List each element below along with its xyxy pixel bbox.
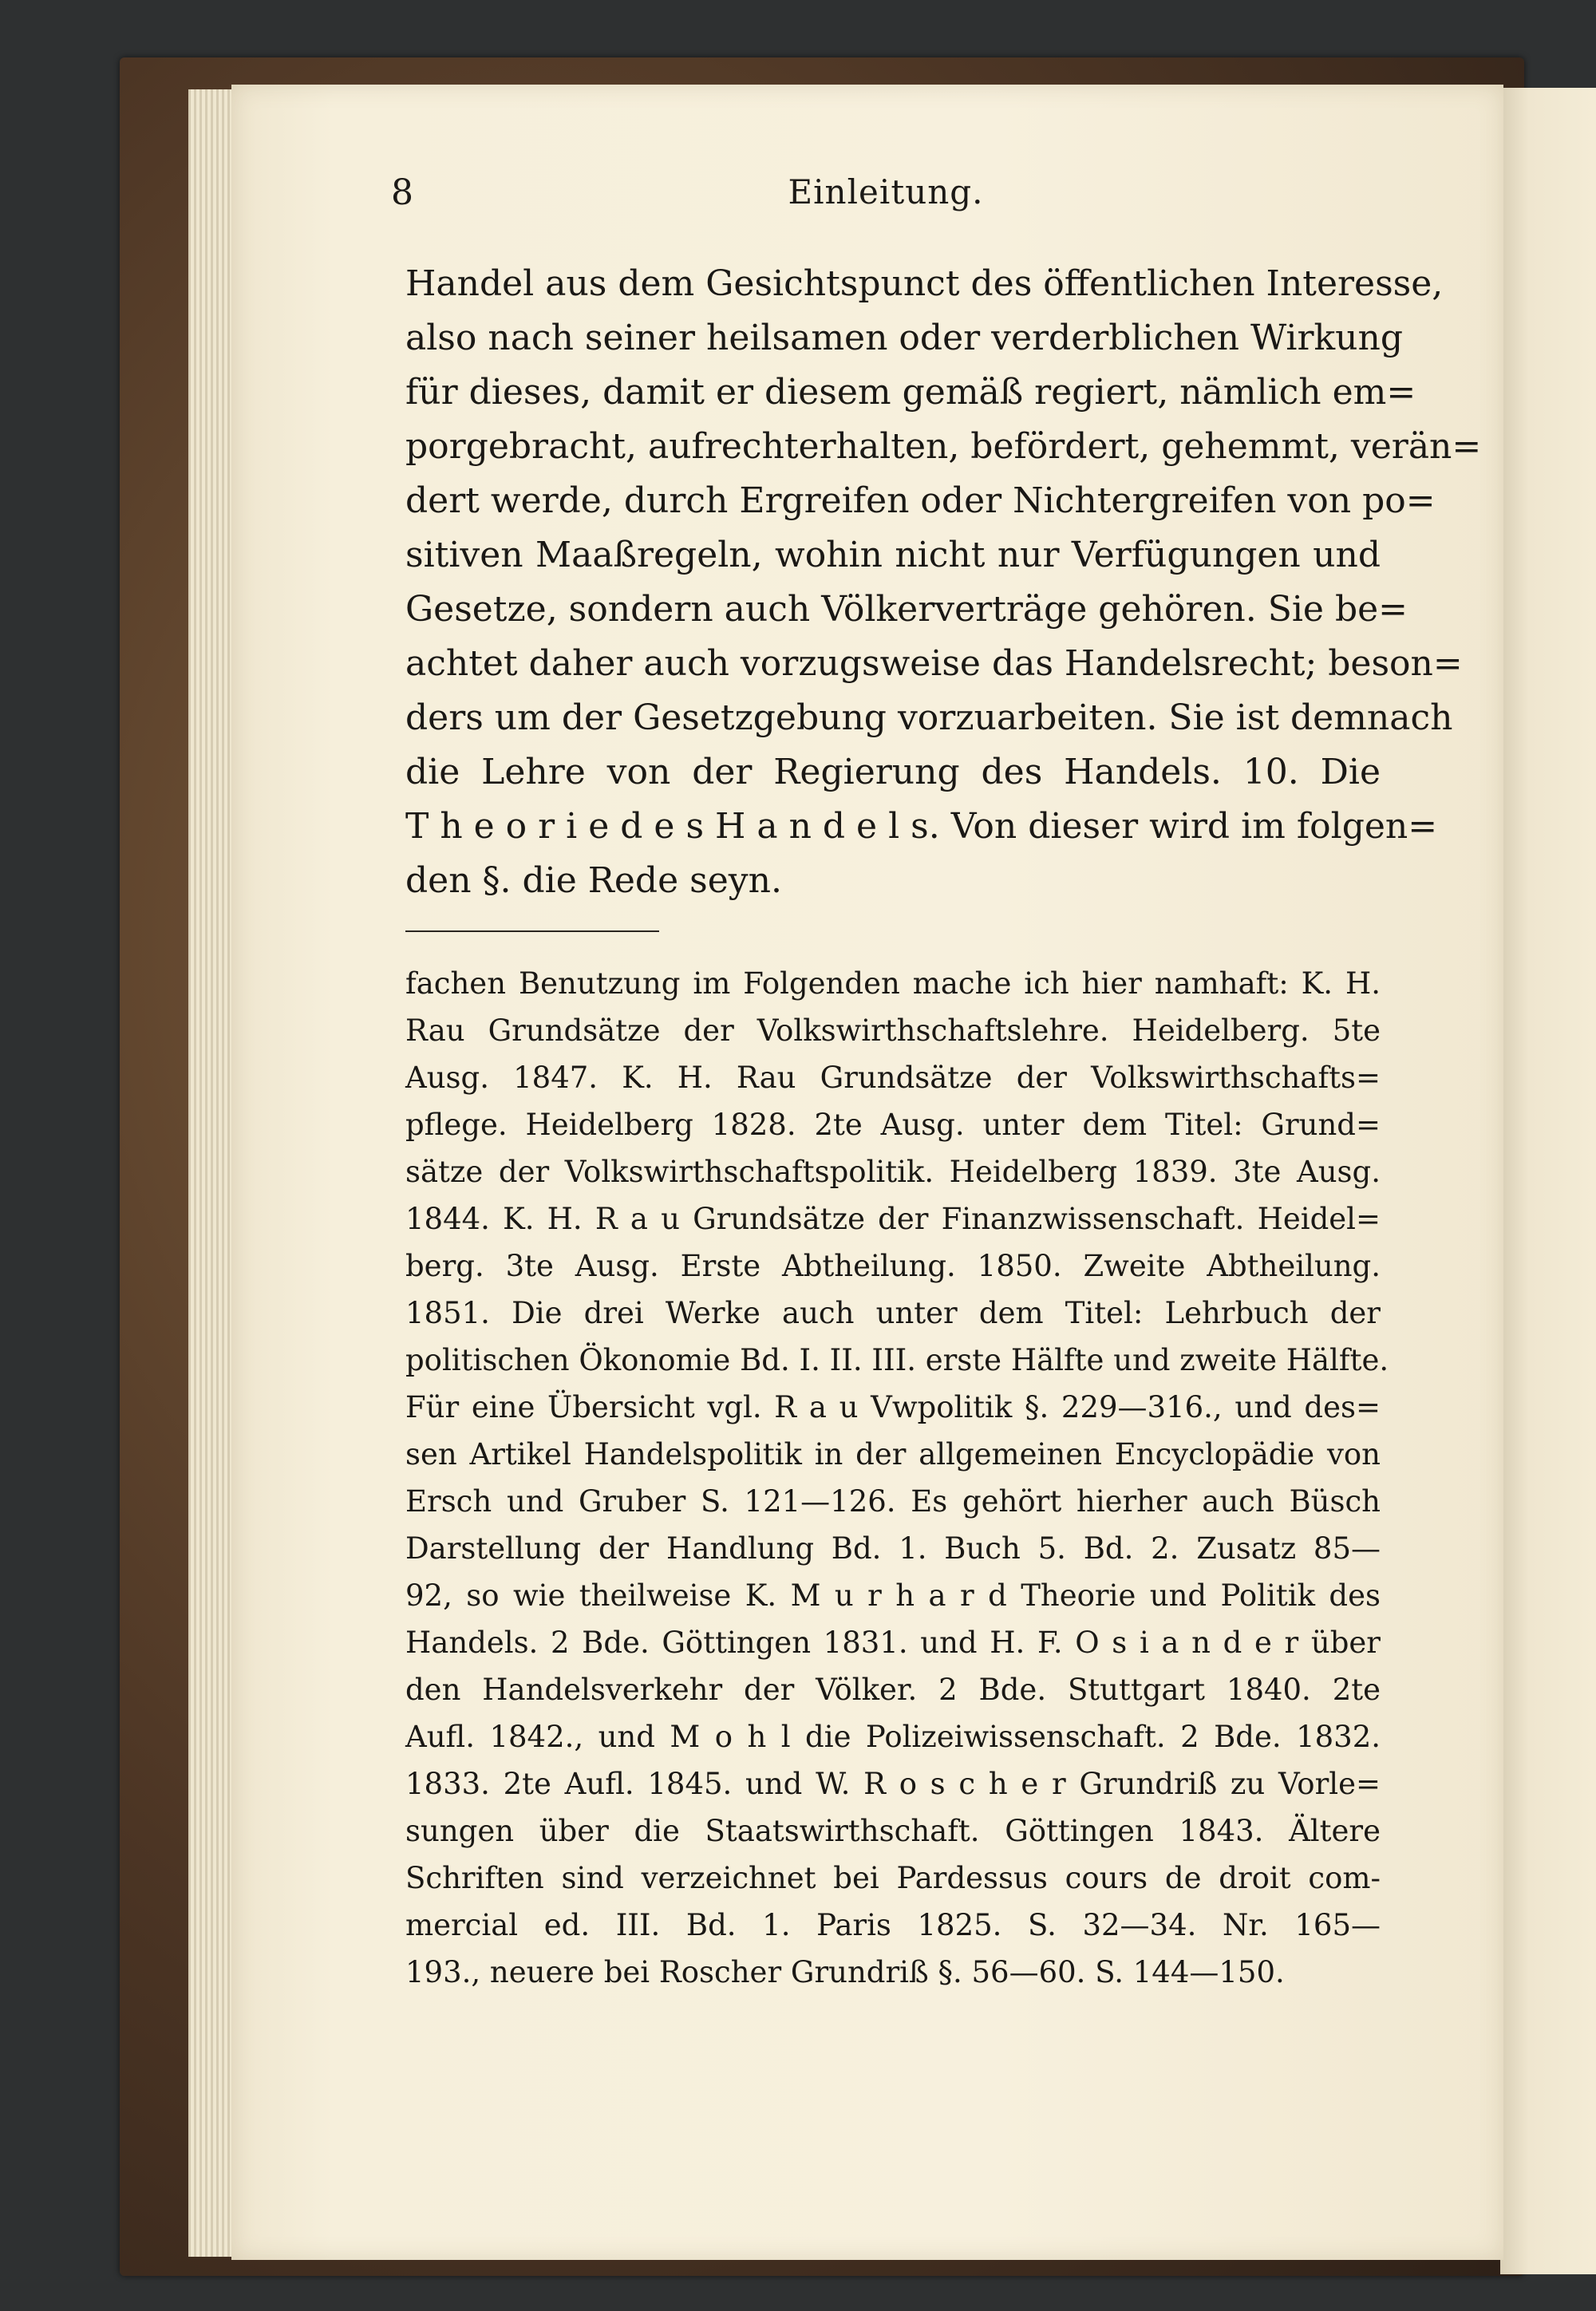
footnote-line: mercial ed. III. Bd. 1. Paris 1825. S. 32—34. Nr. 165— — [405, 1908, 1381, 1942]
text-line: achtet daher auch vorzugsweise das Handelsrecht; beson= — [405, 643, 1463, 684]
running-title: Einleitung. — [788, 172, 984, 211]
footnote-line: fachen Benutzung im Folgenden mache ich hier namhaft: K. H. — [405, 966, 1381, 1001]
facing-page-edge — [1500, 88, 1596, 2274]
footnote-line: sungen über die Staatswirthschaft. Göttingen 1843. Ältere — [405, 1814, 1381, 1848]
footnote-block — [405, 960, 1389, 1996]
footnote-line: 1833. 2te Aufl. 1845. und W. R o s c h e r Grundriß zu Vorle= — [405, 1767, 1381, 1801]
footnote-line: Darstellung der Handlung Bd. 1. Buch 5. Bd. 2. Zusatz 85— — [405, 1531, 1381, 1566]
text-line: porgebracht, aufrechterhalten, befördert, gehemmt, verän= — [405, 426, 1482, 467]
footnote-line: Aufl. 1842., und M o h l die Polizeiwissenschaft. 2 Bde. 1832. — [405, 1720, 1381, 1754]
footnote-line: sen Artikel Handelspolitik in der allgemeinen Encyclopädie von — [405, 1437, 1381, 1472]
text-line: für dieses, damit er diesem gemäß regiert, nämlich em= — [405, 372, 1416, 413]
text-line: T h e o r i e d e s H a n d e l s. Von dieser wird im folgen= — [405, 806, 1438, 847]
footnote-line: Rau Grundsätze der Volkswirthschaftslehre. Heidelberg. 5te — [405, 1013, 1381, 1048]
footnote-line: 92, so wie theilweise K. M u r h a r d Theorie und Politik des — [405, 1578, 1381, 1613]
footnote-separator — [405, 930, 659, 932]
footnote-line: berg. 3te Ausg. Erste Abtheilung. 1850. Zweite Abtheilung. — [405, 1249, 1381, 1283]
footnote-line: politischen Ökonomie Bd. I. II. III. erste Hälfte und zweite Hälfte. — [405, 1343, 1389, 1377]
text-line: sitiven Maaßregeln, wohin nicht nur Verfügungen und — [405, 535, 1381, 575]
page-stack-edge — [188, 89, 233, 2257]
text-line: den §. die Rede seyn. — [405, 860, 782, 901]
page-number: 8 — [391, 172, 413, 213]
footnote-line: Handels. 2 Bde. Göttingen 1831. und H. F. O s i a n d e r über — [405, 1626, 1381, 1660]
footnote-line: Ersch und Gruber S. 121—126. Es gehört hierher auch Büsch — [405, 1484, 1381, 1519]
footnote-line: Für eine Übersicht vgl. R a u Vwpolitik §. 229—316., und des= — [405, 1390, 1381, 1424]
main-text-block — [405, 257, 1482, 908]
footnote-line: 193., neuere bei Roscher Grundriß §. 56—60. S. 144—150. — [405, 1955, 1285, 1989]
text-line: also nach seiner heilsamen oder verderblichen Wirkung — [405, 318, 1404, 358]
text-line: Gesetze, sondern auch Völkerverträge gehören. Sie be= — [405, 589, 1408, 630]
footnote-line: 1851. Die drei Werke auch unter dem Titel: Lehrbuch der — [405, 1296, 1381, 1330]
text-line: dert werde, durch Ergreifen oder Nichtergreifen von po= — [405, 480, 1436, 521]
text-line: Handel aus dem Gesichtspunct des öffentlichen Interesse, — [405, 263, 1444, 304]
footnote-line: pflege. Heidelberg 1828. 2te Ausg. unter dem Titel: Grund= — [405, 1108, 1381, 1142]
text-line: die Lehre von der Regierung des Handels. 10. Die — [405, 752, 1381, 792]
footnote-line: Schriften sind verzeichnet bei Pardessus cours de droit com- — [405, 1861, 1381, 1895]
footnote-line: 1844. K. H. R a u Grundsätze der Finanzwissenschaft. Heidel= — [405, 1202, 1381, 1236]
footnote-line: den Handelsverkehr der Völker. 2 Bde. Stuttgart 1840. 2te — [405, 1673, 1381, 1707]
footnote-line: Ausg. 1847. K. H. Rau Grundsätze der Volkswirthschafts= — [405, 1061, 1381, 1095]
text-line: ders um der Gesetzgebung vorzuarbeiten. Sie ist demnach — [405, 697, 1453, 738]
footnote-line: sätze der Volkswirthschaftspolitik. Heidelberg 1839. 3te Ausg. — [405, 1155, 1381, 1189]
page-header — [391, 172, 1381, 228]
